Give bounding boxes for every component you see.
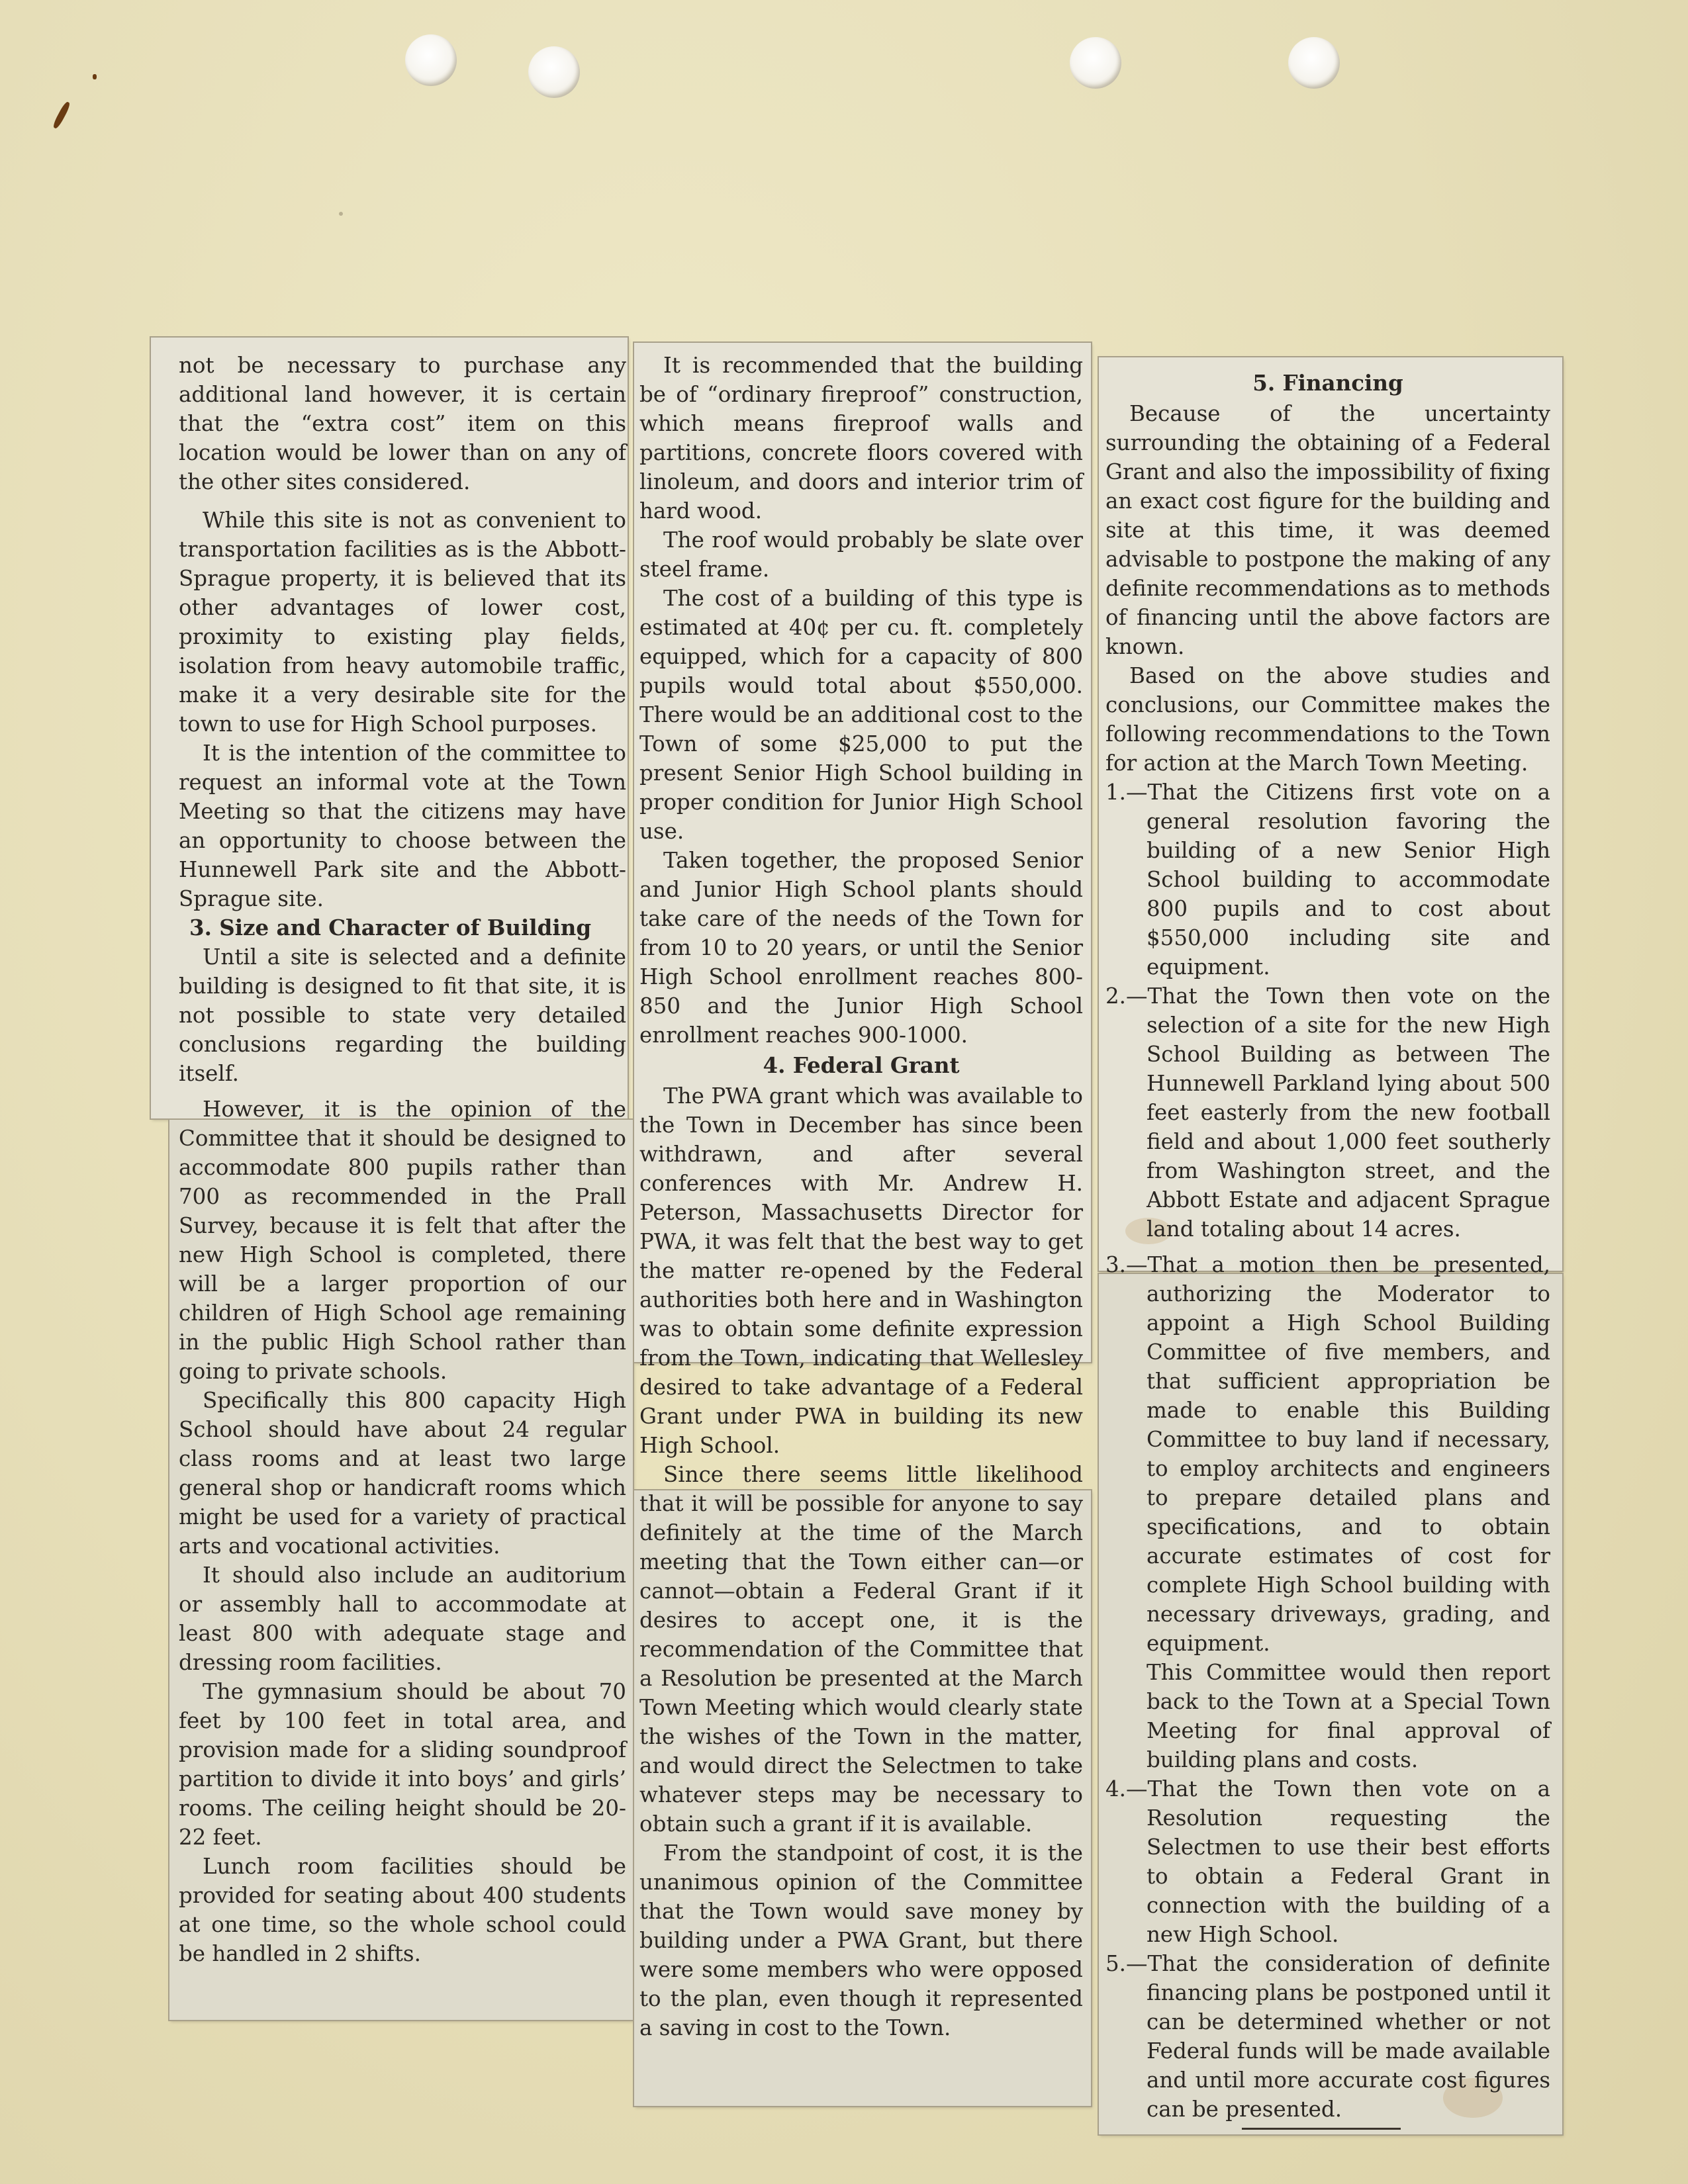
article-column-1	[179, 351, 626, 1968]
punch-hole	[1288, 37, 1340, 89]
paragraph: While this site is not as convenient to transportation facilities as is the Abbott-Sprague property, it is believed that its other advantages of lower cost, proximity to existing play fields, isolation from heavy automobile traffic, make it a very desirable site for the town to use for High School purposes.	[179, 508, 626, 737]
punch-hole	[1070, 37, 1121, 89]
recommendation-item: 2.—That the Town then vote on the selection of a site for the new High School Building as between The Hunnewell Parkland lying about 500 feet easterly from the new football field and about 1,000 feet southerly from Washington street, and the Abbott Estate and adjacent Sprague land totaling about 14 acres.	[1105, 983, 1550, 1242]
paragraph: The gymnasium should be about 70 feet by 100 feet in total area, and provision made for a sliding soundproof partition to divide it into boys’ and girls’ rooms. The ceiling height should be 20-22 feet.	[179, 1679, 626, 1850]
recommendation-item: 1.—That the Citizens first vote on a general resolution favoring the building of a new Senior High School building to accommodate 800 pupils and to cost about $550,000 including site and equipment.	[1105, 780, 1550, 979]
paragraph: It is recommended that the building be of “ordinary fireproof” construction, which means fireproof walls and partitions, concrete floors covered with linoleum, and doors and interior trim of hard wood.	[639, 353, 1083, 523]
paragraph: Since there seems little likelihood that it will be possible for anyone to say definitely at the time of the March meeting that the Town either can—or cannot—obtain a Federal Grant if it desires to accept one, it is the recommendation of the Committee that a Resolution be presented at the March Town Meeting which would clearly state the wishes of the Town in the matter, and would direct the Selectmen to take whatever steps may be necessary to obtain such a grant if it is available.	[639, 1462, 1083, 1837]
paper-speck	[339, 212, 343, 216]
end-rule	[1242, 2128, 1401, 2130]
paragraph: Because of the uncertainty surrounding the obtaining of a Federal Grant and also the impossibility of fixing an exact cost figure for the building and site at this time, it was deemed advisable to postpone the making of any definite recommendations as to methods of financing until the above factors are known.	[1105, 401, 1550, 659]
article-column-2	[639, 351, 1083, 2042]
paragraph: The PWA grant which was available to the Town in December has since been withdrawn, and after several conferences with Mr. Andrew H. Peterson, Massachusetts Director for PWA, it was felt that the best way to get the matter re-opened by the Federal authorities both here and in Washington was to obtain some definite expression from the Town, indicating that Wellesley desired to take advantage of a Federal Grant under PWA in building its new High School.	[639, 1083, 1083, 1458]
ink-mark	[52, 101, 71, 130]
ink-mark	[93, 74, 97, 79]
recommendation-item: 4.—That the Town then vote on a Resolution requesting the Selectmen to use their best efforts to obtain a Federal Grant in connection with the building of a new High School.	[1105, 1776, 1550, 1947]
section-heading: 4. Federal Grant	[763, 1052, 960, 1078]
recommendation-item: 5.—That the consideration of definite financing plans be postponed until it can be determined whether or not Federal funds will be made available and until more accurate cost figures can be presented.	[1105, 1951, 1550, 2122]
paragraph: It is the intention of the committee to request an informal vote at the Town Meeting so that the citizens may have an opportunity to choose between the Hunnewell Park site and the Abbott-Sprague site.	[179, 741, 626, 911]
paragraph: not be necessary to purchase any additional land however, it is certain that the “extra cost” item on this location would be lower than on any of the other sites considered.	[179, 353, 626, 494]
recommendation-note: This Committee would then report back to the Town at a Special Town Meeting for final approval of building plans and costs.	[1147, 1660, 1550, 1772]
section-heading: 5. Financing	[1252, 370, 1403, 396]
paragraph: The cost of a building of this type is estimated at 40¢ per cu. ft. completely equipped, which for a capacity of 800 pupils would total about $550,000. There would be an additional cost to the Town of some $25,000 to put the present Senior High School building in proper condition for Junior High School use.	[639, 586, 1083, 844]
paragraph: From the standpoint of cost, it is the unanimous opinion of the Committee that the Town would save money by building under a PWA Grant, but there were some members who were opposed to the plan, even though it represented a saving in cost to the Town.	[639, 1841, 1083, 2040]
paragraph: Lunch room facilities should be provided for seating about 400 students at one time, so the whole school could be handled in 2 shifts.	[179, 1854, 626, 1966]
paragraph: Based on the above studies and conclusions, our Committee makes the following recommendations to the Town for action at the March Town Meeting.	[1105, 663, 1550, 776]
article-column-3	[1105, 367, 1550, 2124]
paragraph: Taken together, the proposed Senior and Junior High School plants should take care of the needs of the Town for from 10 to 20 years, or until the Senior High School enrollment reaches 800-850 and the Junior High School enrollment reaches 900-1000.	[639, 848, 1083, 1048]
punch-hole	[405, 34, 457, 86]
paragraph: Specifically this 800 capacity High School should have about 24 regular class rooms and at least two large general shop or handicraft rooms which might be used for a variety of practical arts and vocational activities.	[179, 1388, 626, 1559]
paragraph: The roof would probably be slate over steel frame.	[639, 527, 1083, 582]
section-heading: 3. Size and Character of Building	[189, 915, 592, 940]
paragraph: It should also include an auditorium or assembly hall to accommodate at least 800 with adequate stage and dressing room facilities.	[179, 1563, 626, 1675]
paragraph: However, it is the opinion of the Committee that it should be designed to accommodate 800 pupils rather than 700 as recommended in the Prall Survey, because it is felt that after the new High School is completed, there will be a larger proportion of our children of High School age remaining in the public High School rather than going to private schools.	[179, 1097, 626, 1384]
paragraph: Until a site is selected and a definite building is designed to fit that site, it is not possible to state very detailed conclusions regarding the building itself.	[179, 944, 626, 1086]
recommendation-item: 3.—That a motion then be presented, authorizing the Moderator to appoint a High School Building Committee of five members, and that sufficient appropriation be made to enable this Building Committee to buy land if necessary, to employ architects and engineers to prepare detailed plans and specifications, and to obtain accurate estimates of cost for complete High School building with necessary driveways, grading, and equipment.	[1105, 1252, 1550, 1656]
punch-hole	[528, 46, 580, 98]
